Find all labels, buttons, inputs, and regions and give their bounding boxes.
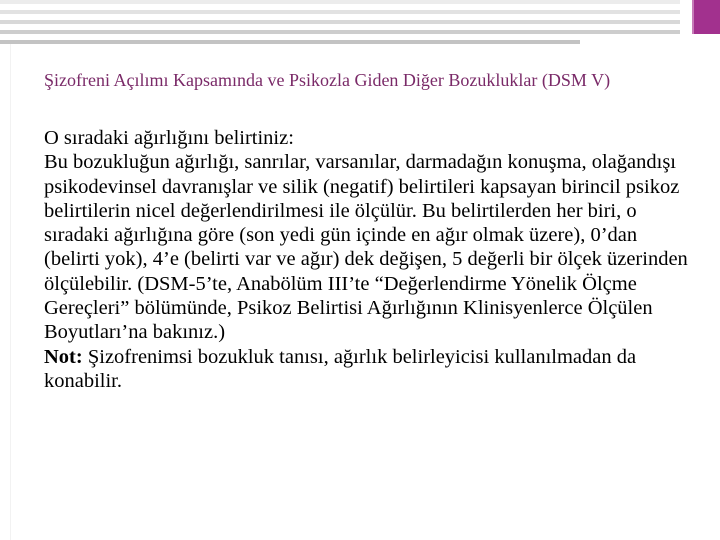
body-paragraph-intro: O sıradaki ağırlığını belirtiniz: bbox=[44, 127, 294, 149]
note-label: Not: bbox=[44, 345, 83, 368]
header-stripe bbox=[0, 20, 680, 24]
body-note bbox=[44, 345, 694, 394]
note-text: Şizofrenimsi bozukluk tanısı, ağırlık belirleyicisi kullanılmadan da konabilir. bbox=[44, 345, 637, 392]
header-underline bbox=[0, 40, 580, 44]
slide-body bbox=[44, 126, 694, 393]
header-stripe bbox=[0, 0, 680, 4]
slide-left-rule bbox=[10, 0, 11, 540]
header-stripe bbox=[0, 10, 680, 14]
slide-header-band bbox=[0, 0, 720, 40]
slide-title: Şizofreni Açılımı Kapsamında ve Psikozla Giden Diğer Bozukluklar (DSM V) bbox=[44, 70, 611, 90]
body-paragraph-main: Bu bozukluğun ağırlığı, sanrılar, varsanılar, darmadağın konuşma, olağandışı psikodevinsel davranışlar ve silik (negatif) belirtileri kapsayan birincil psikoz belirtilerin nicel değerlendirilmesi ile ölçülür. Bu belirtilerden her biri, o sıradaki ağırlığına göre (son yedi gün içinde en ağır olmak üzere), 0’dan (belirti yok), 4’e (belirti var ve ağır) dek değişen, 5 değerli bir ölçek üzerinden ölçülebilir. (DSM-5’te, Anabölüm III’te “Değerlendirme Yönelik Ölçme Gereçleri” bölümünde, Psikoz Belirtisi Ağırlığının Klinisyenlerce Ölçülen Boyutları’na bakınız.) bbox=[44, 151, 688, 344]
header-stripe bbox=[0, 30, 680, 34]
accent-bar-line bbox=[692, 0, 694, 34]
accent-bar-gap bbox=[682, 0, 692, 34]
